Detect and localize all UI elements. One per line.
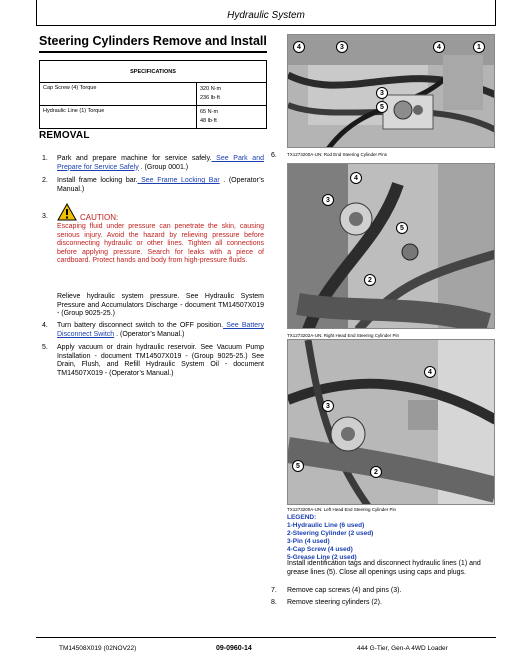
legend-item: 4-Cap Screw (4 used) (287, 546, 353, 553)
step-2 (42, 177, 264, 194)
callout-5: 5 (376, 101, 388, 113)
specs-heading: SPECIFICATIONS (40, 61, 267, 83)
footer-page-number: 09-0960-14 (216, 645, 252, 652)
step-number: 2. (42, 177, 48, 184)
footer-model: 444 G-Tier, Gen-A 4WD Loader (357, 645, 448, 652)
legend-item: 1-Hydraulic Line (6 used) (287, 522, 365, 529)
step-text: Turn battery disconnect switch to the OFF position. (57, 322, 224, 329)
park-prepare-link[interactable]: See Park and Prepare for Service Safely (57, 155, 264, 171)
callout-4: 4 (424, 366, 436, 378)
step-text: Park and prepare machine for service safely. (57, 155, 212, 162)
callout-2: 2 (364, 274, 376, 286)
spec-name: Hydraulic Line (1) Torque (40, 106, 197, 129)
step-number: 8. (271, 599, 277, 606)
legend-item: 2-Steering Cylinder (2 used) (287, 530, 374, 537)
callout-3: 3 (322, 400, 334, 412)
relieve-pressure-text: Relieve hydraulic system pressure. See Hydraulic System Pressure and Accumulators Discharge - document TM14507X019 - (Group 9025-25.) (57, 293, 264, 317)
legend (287, 514, 373, 562)
footer-document-id: TM14508X019 (02NOV22) (59, 645, 137, 652)
warning-triangle-icon (57, 203, 77, 221)
title-rule (39, 51, 267, 53)
figure-3-caption: TX1273200A-UN: Left Head End Steering Cylinder Pin (287, 507, 397, 512)
callout-4: 4 (433, 41, 445, 53)
step-text: Remove cap screws (4) and pins (3). (287, 587, 402, 594)
spec-value-imperial: 236 lb·ft (200, 95, 220, 101)
step-number: 5. (42, 344, 48, 351)
callout-4: 4 (350, 172, 362, 184)
callout-4: 4 (293, 41, 305, 53)
step-tail: . (Operator’s Manual.) (114, 330, 185, 338)
frame-locking-bar-link[interactable]: See Frame Locking Bar (137, 177, 220, 184)
step-number: 7. (271, 587, 277, 594)
step-tail: . (Operator’s Manual.) (57, 177, 264, 193)
left-head-end-photo-illustration (288, 340, 495, 505)
caution-text: Escaping fluid under pressure can penetrate the skin, causing serious injury. Avoid the hazard by relieving pressure before disconnecting hydraulic or other lines. Tighten all connections before applying pressure. Search for leaks with a piece of cardboard. Protect hands and body from high-pressure fluids. (57, 223, 264, 264)
spec-value-metric: 65 N·m (200, 109, 219, 115)
figure-rod-end-pins (287, 34, 495, 148)
step-tail: . (Group 0001.) (138, 163, 189, 171)
figure-right-head-end-pin (287, 163, 495, 329)
right-head-end-photo-illustration (288, 164, 495, 329)
section-title: Steering Cylinders Remove and Install (39, 34, 267, 48)
figure-2-caption: TX1273202A-UN: Right Head End Steering Cylinder Pin (287, 333, 400, 338)
legend-title: LEGEND: (287, 514, 317, 521)
step-5 (42, 344, 264, 378)
step-number: 4. (42, 322, 48, 329)
caution-label: CAUTION: (80, 213, 119, 222)
figure-1-caption: TX1273200A-UN: Rod End Steering Cylinder Pins (287, 152, 388, 157)
step-number: 6. (271, 152, 277, 159)
table-row (40, 106, 267, 129)
step-4 (42, 322, 264, 339)
step-7 (271, 587, 402, 594)
step-text: Install frame locking bar. (57, 177, 138, 184)
step-8 (271, 599, 382, 606)
figure-left-head-end-pin (287, 339, 495, 505)
battery-disconnect-link[interactable]: See Battery Disconnect Switch (57, 322, 264, 338)
spec-name: Cap Screw (4) Torque (40, 83, 197, 106)
callout-5: 5 (292, 460, 304, 472)
callout-3: 3 (322, 194, 334, 206)
page-header-title: Hydraulic System (227, 10, 305, 21)
callout-3: 3 (376, 87, 388, 99)
footer-rule (36, 637, 496, 638)
table-row (40, 83, 267, 106)
spec-value-imperial: 48 lb·ft (200, 118, 217, 124)
step-text: Remove steering cylinders (2). (287, 599, 382, 606)
install-note: Install identification tags and disconnect hydraulic lines (1) and grease lines (5). Close all openings using caps and plugs. (287, 560, 481, 576)
spec-values (197, 83, 267, 106)
callout-1: 1 (473, 41, 485, 53)
spec-values (197, 106, 267, 129)
callout-5: 5 (396, 222, 408, 234)
legend-item: 5-Grease Line (2 used) (287, 554, 357, 561)
callout-2: 2 (370, 466, 382, 478)
step-number: 3. (42, 213, 48, 220)
rod-end-photo-illustration (288, 35, 495, 148)
legend-item: 3-Pin (4 used) (287, 538, 330, 545)
spec-value-metric: 320 N·m (200, 86, 222, 92)
specifications-table (39, 60, 267, 129)
callout-3: 3 (336, 41, 348, 53)
step-number: 1. (42, 155, 48, 162)
removal-heading: REMOVAL (39, 130, 90, 141)
step-1 (42, 155, 264, 172)
step-text: Apply vacuum or drain hydraulic reservoir. See Vacuum Pump Installation - document TM14507X019 - (Group 9025-25.) See Drain, Flush, and Refill Hydraulic System Oil - document TM14507X019 - (Operator’s Manual.) (57, 344, 264, 377)
